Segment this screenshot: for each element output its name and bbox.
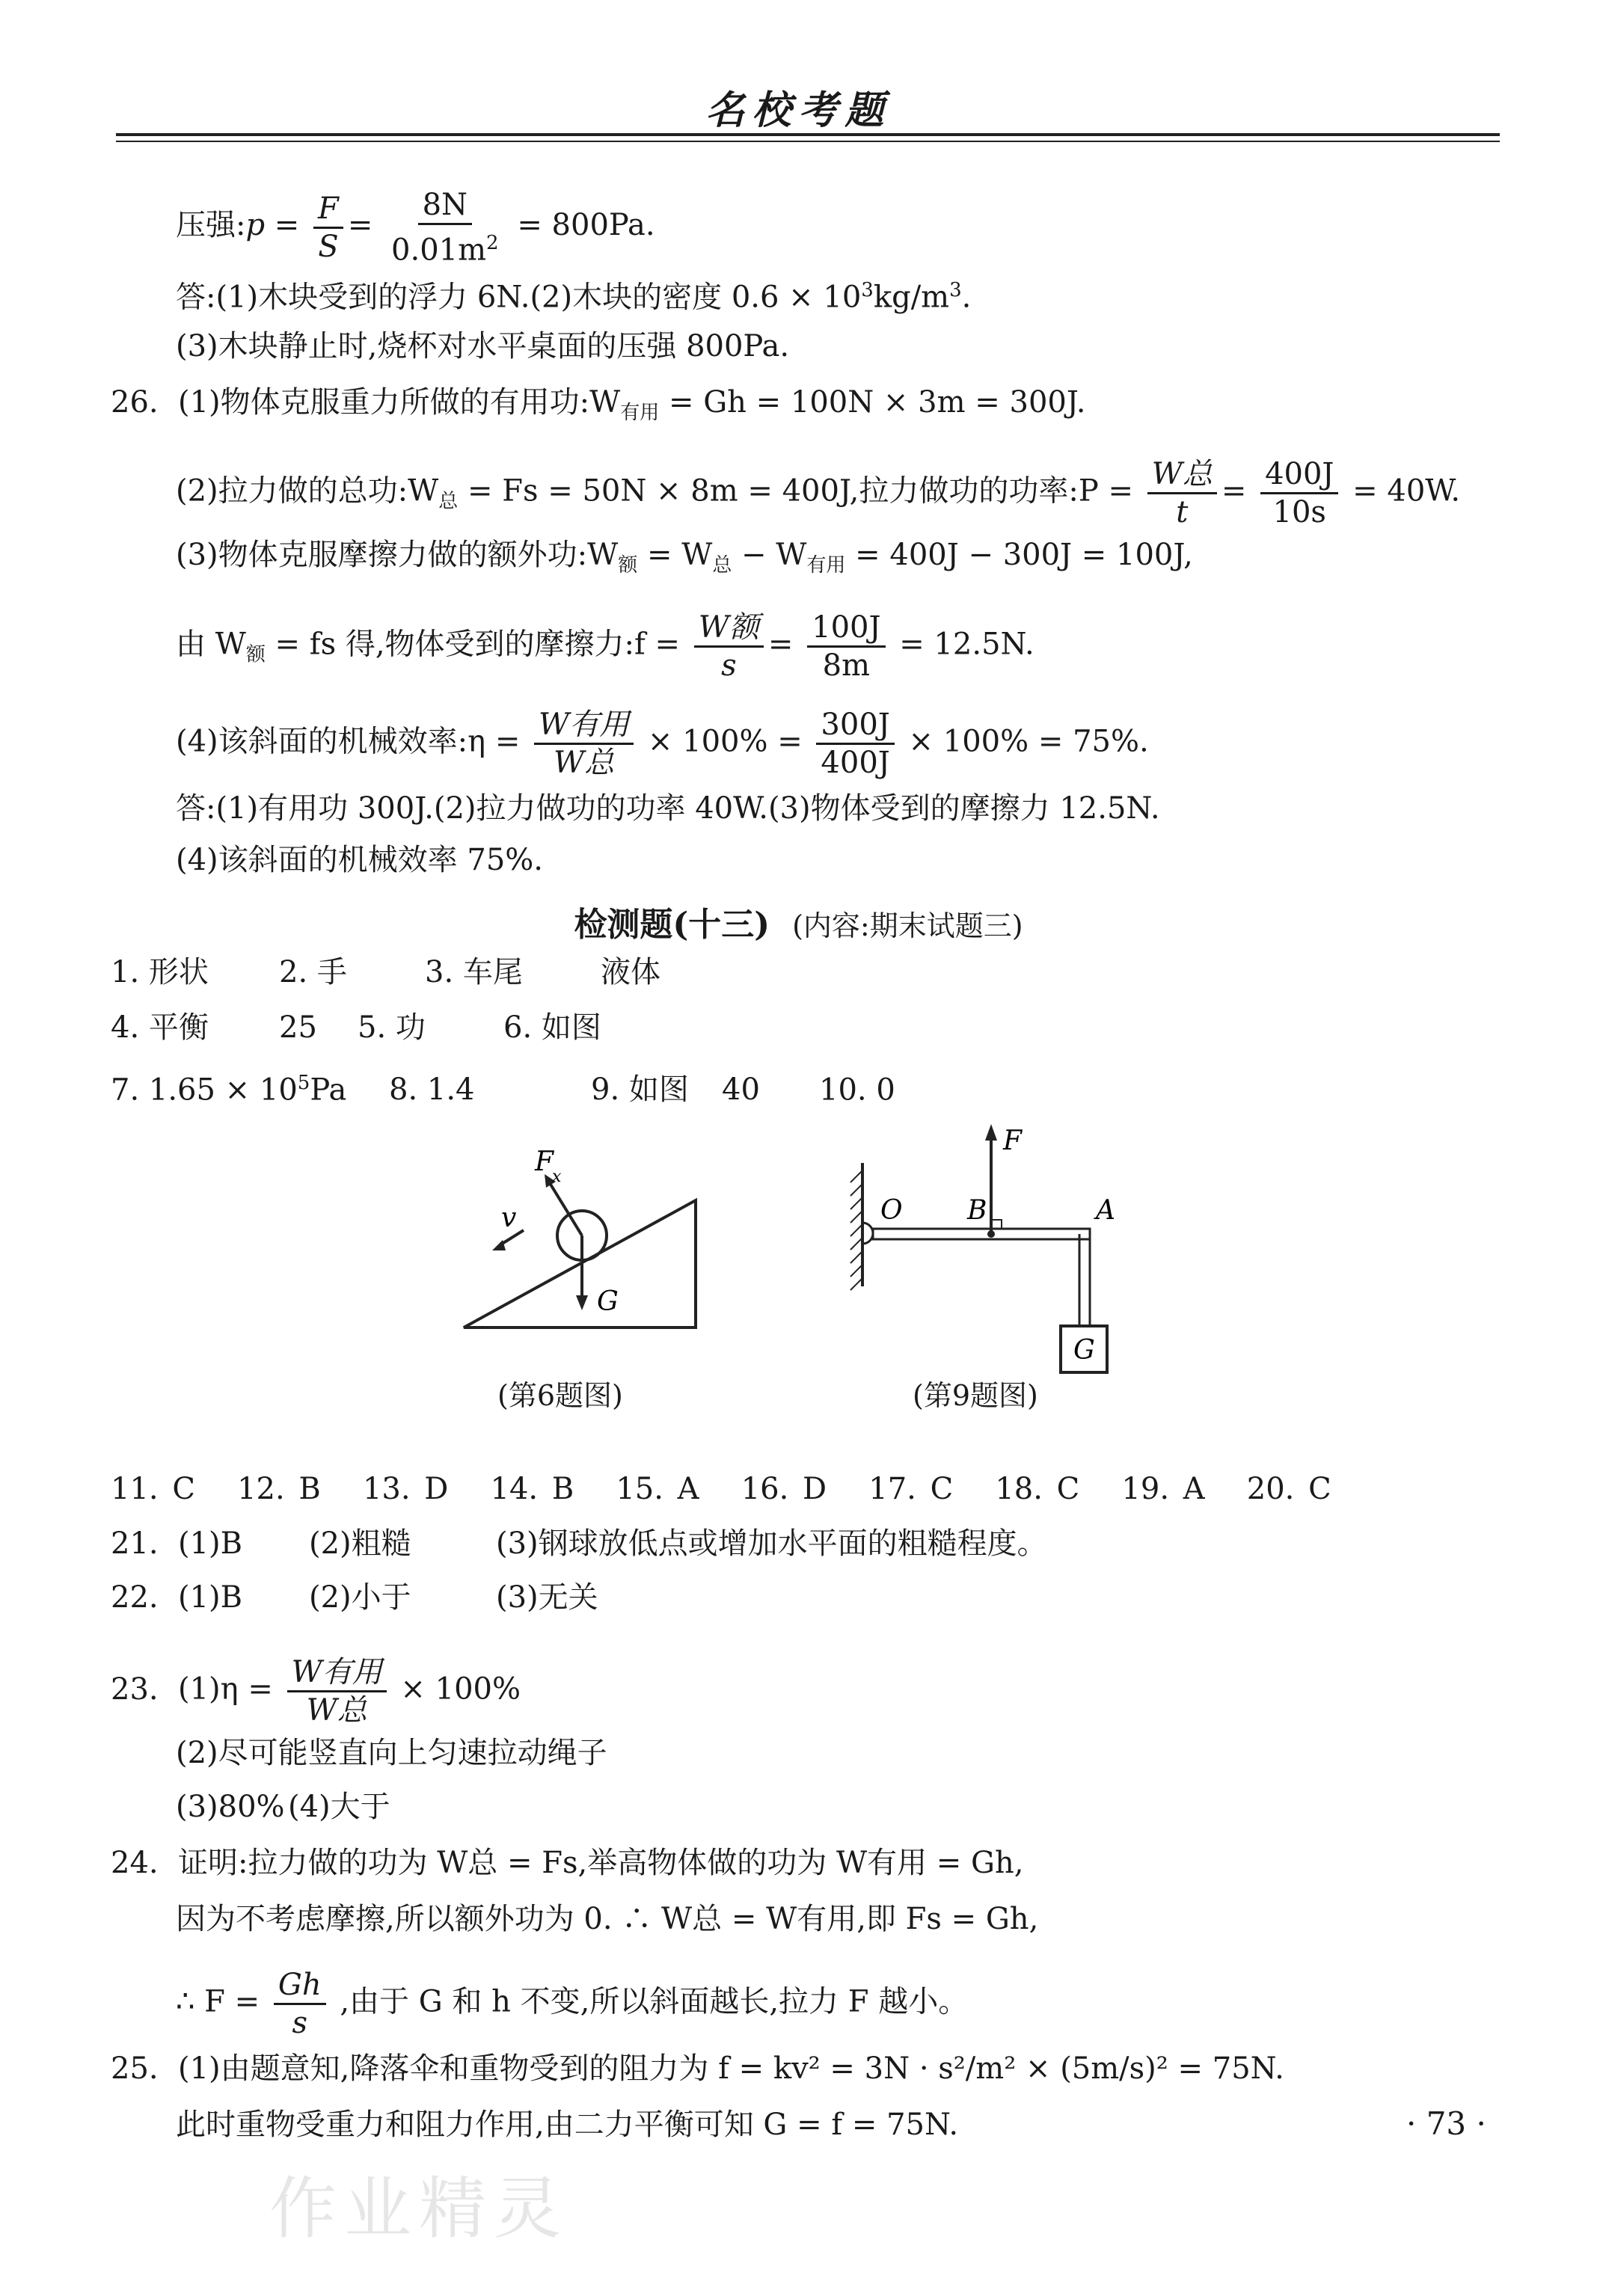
answer: 液体 bbox=[601, 955, 660, 989]
frac-top: 100J bbox=[807, 610, 885, 648]
pressure-fraction bbox=[313, 191, 343, 265]
answer: 10. 0 bbox=[819, 1072, 895, 1108]
text: = fs 得,物体受到的摩擦力:f = bbox=[265, 627, 690, 662]
answer-part: (1)B bbox=[178, 1526, 243, 1561]
efficiency-value-fraction bbox=[816, 707, 894, 781]
question-number: 23. bbox=[111, 1672, 159, 1707]
subscript: 有用 bbox=[620, 402, 660, 424]
answer: 40 bbox=[722, 1072, 760, 1108]
watermark: 作业精灵 bbox=[269, 2170, 568, 2248]
power-value-fraction bbox=[1260, 456, 1338, 530]
answer-part: (3)钢球放低点或增加水平面的粗糙程度。 bbox=[496, 1526, 1047, 1561]
figure-6-incline bbox=[449, 1137, 718, 1354]
text: ,由于 G 和 h 不变,所以斜面越长,拉力 F 越小。 bbox=[340, 1984, 969, 2019]
subscript: 总 bbox=[438, 490, 459, 513]
fill-in-row-2 bbox=[111, 1008, 601, 1047]
fill-in-row-1 bbox=[111, 953, 660, 992]
frac-bottom: t bbox=[1176, 495, 1189, 530]
header-title: 名校考题 bbox=[705, 88, 892, 133]
q26-line-2: (2)拉力做的总功$:W_总 = Fs = 50N \times 8m = 400J$,拉力做功的功率:P = $\frac{\text{W总}}{t}$ = $\frac{400J}{10s}$ = 40W. bbox=[176, 457, 1461, 530]
q26-line-4: 由 $W_额$ = fs 得,物体受到的摩擦力:f = $\frac{\text{W额}}{s}$ = $\frac{100J}{8m}$ = 12.5N. bbox=[176, 610, 1034, 683]
q23-line-2: (2)尽可能竖直向上匀速拉动绳子 bbox=[176, 1736, 607, 1770]
frac-top: F bbox=[313, 191, 343, 229]
subscript: 有用 bbox=[806, 554, 846, 577]
label-G: G bbox=[597, 1286, 619, 1317]
text: = 40W. bbox=[1352, 473, 1461, 509]
text: (1)物体克服重力所做的有用功:W bbox=[178, 385, 621, 420]
text: ∴ F = bbox=[176, 1984, 269, 2019]
figure-9-caption: (第9题图) bbox=[913, 1379, 1038, 1412]
friction-value-fraction bbox=[807, 610, 885, 684]
text: (2)拉力做的总功:W bbox=[176, 473, 439, 509]
force-fraction bbox=[274, 1967, 326, 2041]
label-B: B bbox=[967, 1195, 987, 1226]
answer: 4. 平衡 bbox=[111, 1010, 209, 1045]
text: Pa bbox=[310, 1072, 347, 1108]
answer: 25 bbox=[279, 1010, 317, 1045]
q26-line-1 bbox=[111, 383, 1085, 432]
label-A: A bbox=[1096, 1195, 1115, 1226]
answer: 6. 如图 bbox=[503, 1010, 601, 1045]
question-number: 25. bbox=[111, 2051, 159, 2086]
frac-bottom: 10s bbox=[1272, 495, 1326, 530]
text: (4)该斜面的机械效率:η = bbox=[176, 724, 530, 759]
frac-top: 400J bbox=[1260, 456, 1338, 494]
text: (1)由题意知,降落伞和重物受到的阻力为 f = kv² = 3N · s²/m² × (5m/s)² = 75N. bbox=[178, 2051, 1284, 2086]
q24-line-3 bbox=[176, 1967, 968, 2041]
hinge bbox=[862, 1223, 873, 1244]
force-F-arrowhead bbox=[985, 1124, 997, 1141]
text: = Fs = 50N × 8m = 400J,拉力做功的功率:P = bbox=[458, 473, 1143, 509]
subscript: 额 bbox=[245, 643, 266, 666]
choice-answers: 11. C 12. B 13. D 14. B 15. A 16. D 17. C 18. C 19. A 20. C bbox=[111, 1472, 1331, 1506]
frac-top: W总 bbox=[1147, 456, 1217, 494]
frac-bottom: s bbox=[292, 2006, 307, 2040]
text: = Gh = 100N × 3m = 300J. bbox=[659, 385, 1086, 420]
frac-bottom: s bbox=[721, 648, 737, 683]
q23-line-3 bbox=[176, 1787, 390, 1826]
efficiency-fraction bbox=[534, 707, 634, 781]
frac-bottom: W总 bbox=[306, 1693, 367, 1728]
power-fraction bbox=[1147, 456, 1217, 530]
text: = 400J − 300J = 100J, bbox=[845, 538, 1193, 572]
superscript: 3 bbox=[861, 279, 874, 301]
answer-line-2: (3)木块静止时,烧杯对水平桌面的压强 800Pa. bbox=[176, 329, 790, 363]
page-number: · 73 · bbox=[1406, 2105, 1486, 2142]
question-number: 21. bbox=[111, 1526, 159, 1561]
q26-answer-2: (4)该斜面的机械效率 75%. bbox=[176, 843, 543, 877]
frac-top: 8N bbox=[418, 187, 472, 225]
q25-line-1 bbox=[111, 2049, 1284, 2088]
text: 证明:拉力做的功为 W总 = Fs,举高物体做的功为 W有用 = Gh, bbox=[178, 1846, 1024, 1880]
answer: 5. 功 bbox=[358, 1010, 426, 1045]
label-G: G bbox=[1073, 1335, 1095, 1366]
frac-bottom: 400J bbox=[821, 746, 890, 780]
q22 bbox=[111, 1578, 598, 1617]
section-title-main: 检测题(十三) bbox=[574, 906, 770, 944]
text: (3)物体克服摩擦力做的额外功:W bbox=[176, 538, 619, 572]
incline-triangle bbox=[464, 1200, 696, 1327]
text: = W bbox=[637, 538, 713, 572]
frac-top: W有用 bbox=[534, 707, 634, 745]
label-F-sub: x bbox=[552, 1167, 562, 1186]
answer-part: (1)B bbox=[178, 1580, 243, 1615]
text: × 100% = bbox=[647, 724, 812, 759]
answer: 8. 1.4 bbox=[389, 1072, 475, 1108]
answer-part: (2)粗糙 bbox=[309, 1526, 411, 1561]
answer-line-1 bbox=[176, 271, 971, 316]
answer-part: (3)80% bbox=[176, 1790, 285, 1824]
pressure-result: = 800Pa. bbox=[517, 208, 655, 243]
answer-part: (4)大于 bbox=[288, 1790, 390, 1824]
pressure-value-fraction bbox=[387, 187, 503, 268]
superscript: 3 bbox=[949, 279, 962, 301]
pressure-line: 压强:p = $\frac{F}{S}$ = $\frac{8N}{0.01m^2}$ = 800Pa. bbox=[176, 188, 655, 268]
figure-9-lever bbox=[842, 1118, 1156, 1376]
superscript: 2 bbox=[486, 232, 499, 254]
pressure-symbol: p bbox=[245, 208, 266, 243]
section-subtitle: (内容:期末试题三) bbox=[792, 909, 1023, 942]
q21 bbox=[111, 1524, 1047, 1563]
point-B bbox=[987, 1230, 995, 1238]
text: × 100% = 75%. bbox=[908, 724, 1149, 759]
label-F: F bbox=[535, 1147, 554, 1177]
figure-6-caption: (第6题图) bbox=[497, 1379, 623, 1412]
frac-top: 300J bbox=[816, 707, 894, 745]
answer: 3. 车尾 bbox=[425, 955, 523, 989]
frac-bottom: W总 bbox=[554, 746, 615, 780]
right-angle-mark bbox=[991, 1220, 1002, 1229]
answer-unit: kg/m bbox=[873, 280, 950, 315]
force-arrow bbox=[550, 1183, 582, 1236]
superscript: 5 bbox=[297, 1072, 310, 1094]
label-F: F bbox=[1003, 1126, 1022, 1156]
header-rule-thin bbox=[116, 141, 1500, 142]
lever-bar bbox=[873, 1229, 1090, 1239]
text: (1)η = bbox=[178, 1672, 283, 1707]
q24-line-1 bbox=[111, 1844, 1023, 1882]
answer-part: (2)小于 bbox=[309, 1580, 411, 1615]
answer-text: 答:(1)木块受到的浮力 6N.(2)木块的密度 0.6 × 10 bbox=[176, 280, 862, 315]
q24-line-2: 因为不考虑摩擦,所以额外功为 0. ∴ W总 = W有用,即 Fs = Gh, bbox=[176, 1902, 1039, 1936]
frac-top: W有用 bbox=[287, 1654, 387, 1692]
section-title bbox=[0, 897, 1597, 945]
frac-top: W额 bbox=[694, 610, 764, 648]
gravity-arrowhead bbox=[576, 1295, 588, 1310]
q26-line-3 bbox=[176, 535, 1193, 585]
q26-answer-1: 答:(1)有用功 300J.(2)拉力做功的功率 40W.(3)物体受到的摩擦力 12.5N. bbox=[176, 791, 1160, 826]
answer-end: . bbox=[961, 280, 972, 315]
label-O: O bbox=[880, 1195, 903, 1226]
pressure-label: 压强: bbox=[176, 208, 246, 243]
q25-line-2: 此时重物受重力和阻力作用,由二力平衡可知 G = f = 75N. bbox=[176, 2108, 959, 2142]
answer: 9. 如图 bbox=[591, 1072, 689, 1108]
text: × 100% bbox=[400, 1672, 521, 1707]
frac-top: Gh bbox=[274, 1967, 326, 2005]
text: = 12.5N. bbox=[899, 627, 1034, 662]
subscript: 额 bbox=[618, 554, 638, 577]
header-rule-thick bbox=[116, 133, 1500, 136]
answer-7 bbox=[111, 1063, 389, 1109]
wall-hatching bbox=[850, 1170, 862, 1290]
answer: 2. 手 bbox=[279, 955, 347, 989]
friction-fraction bbox=[694, 610, 764, 684]
text: 7. 1.65 × 10 bbox=[111, 1072, 298, 1108]
efficiency-formula-fraction bbox=[287, 1654, 387, 1728]
q26-line-5 bbox=[176, 707, 1149, 781]
subscript: 总 bbox=[712, 554, 732, 577]
text: − W bbox=[732, 538, 807, 572]
question-number: 26. bbox=[111, 385, 159, 420]
answer: 1. 形状 bbox=[111, 955, 209, 989]
frac-bottom: 8m bbox=[822, 648, 871, 683]
frac-bottom: 0.01m bbox=[391, 233, 487, 268]
label-v: v bbox=[501, 1203, 517, 1233]
text: 由 W bbox=[176, 627, 246, 662]
answer-part: (3)无关 bbox=[496, 1580, 598, 1615]
fill-in-row-3 bbox=[111, 1063, 895, 1109]
q23-line-1 bbox=[111, 1654, 521, 1728]
question-number: 24. bbox=[111, 1846, 159, 1880]
question-number: 22. bbox=[111, 1580, 159, 1615]
frac-bottom: S bbox=[318, 229, 339, 264]
